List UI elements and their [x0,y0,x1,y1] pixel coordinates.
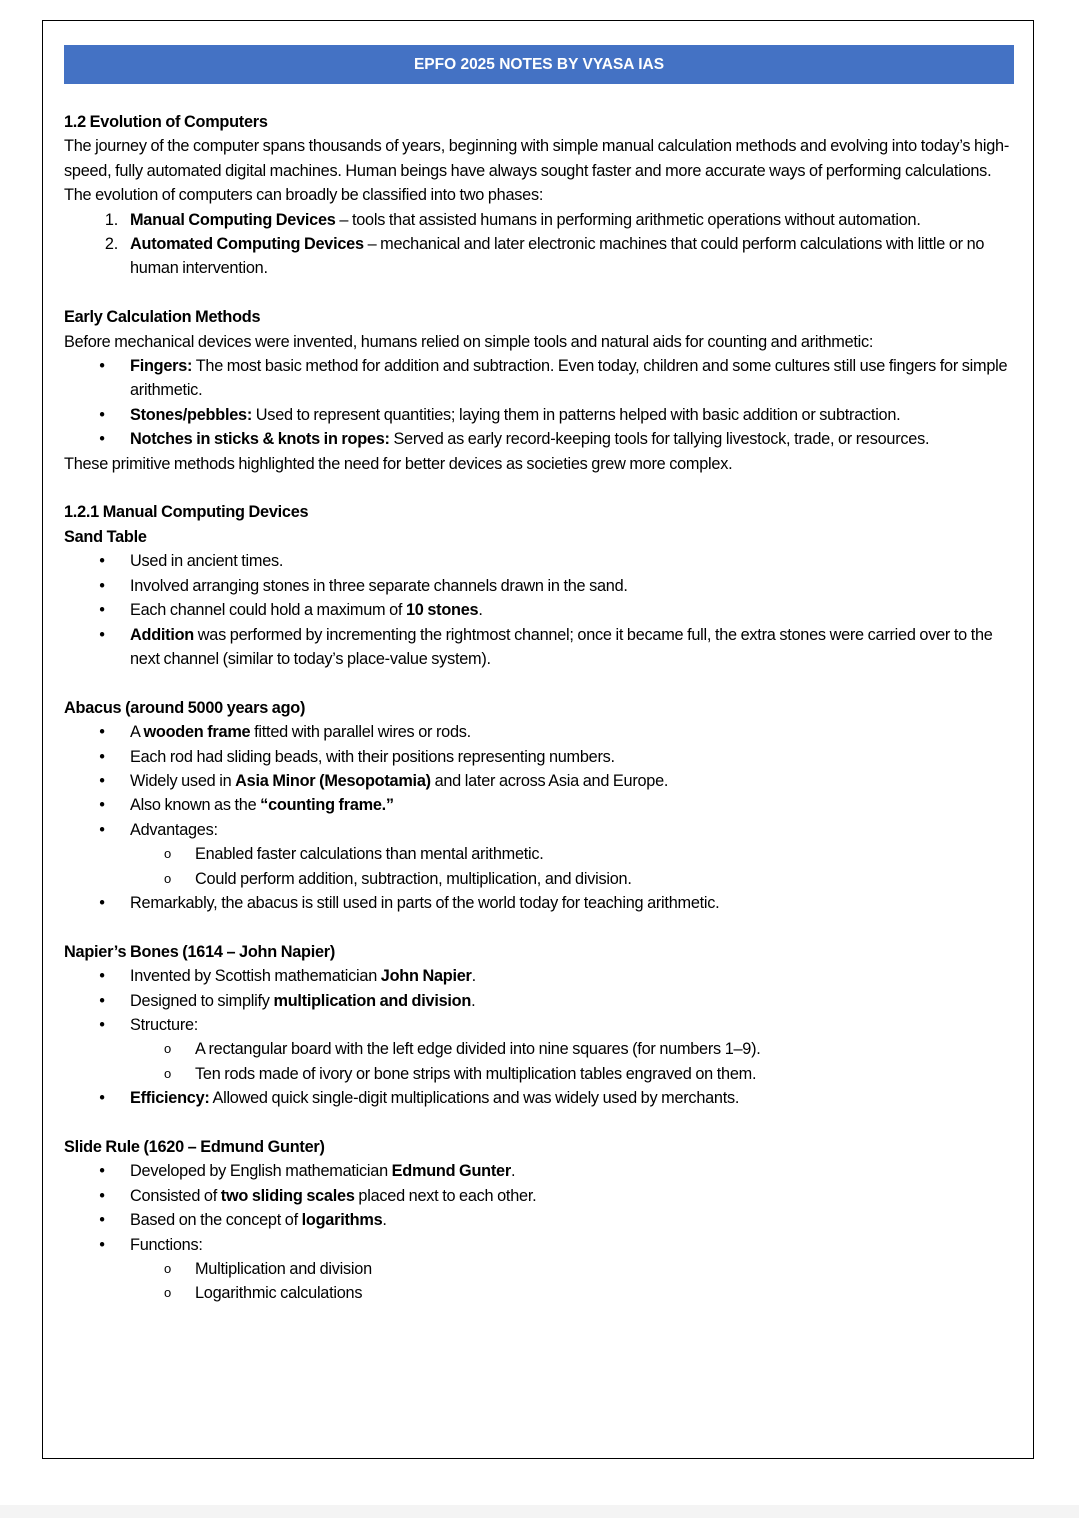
list-item [64,1086,1016,1110]
item-emphasis: Edmund Gunter [391,1162,511,1181]
item-text: Also known as the [130,796,261,815]
list-item [64,1208,1016,1232]
list-item [64,354,1016,403]
item-term: Efficiency: [130,1089,210,1108]
subheading-sand-table: Sand Table [64,527,147,546]
bullet-icon: • [99,1162,105,1181]
list-item [64,745,1016,769]
item-text: Multiplication and division [195,1260,372,1279]
list-item [64,427,1016,451]
item-text: Ten rods made of ivory or bone strips with multiplication tables engraved on them. [195,1064,757,1083]
item-text: Enabled faster calculations than mental arithmetic. [195,845,544,864]
abacus-advantages-list [64,842,1016,891]
phase-description: – tools that assisted humans in performing arithmetic operations without automation. [335,210,921,229]
sub-list-item [64,842,1016,866]
item-text: Advantages: [130,820,218,839]
item-text: . [478,601,483,620]
bullet-icon: • [99,625,105,644]
bullet-icon: • [99,1015,105,1034]
item-text: Served as early record-keeping tools for tallying livestock, trade, or resources. [389,430,930,449]
bullet-icon: • [99,430,105,449]
item-text: . [471,967,476,986]
napier-structure-list [64,1037,1016,1086]
list-number: 1. [104,210,118,229]
list-item [64,598,1016,622]
item-text: Allowed quick single-digit multiplications and was widely used by merchants. [209,1089,740,1108]
list-item [64,403,1016,427]
spacer [64,915,1016,939]
list-item [64,1159,1016,1183]
list-item [64,574,1016,598]
slide-rule-list [64,1159,1016,1257]
list-item [64,1013,1016,1037]
item-text: Remarkably, the abacus is still used in parts of the world today for teaching arithmetic. [130,893,720,912]
section-heading-early-methods: Early Calculation Methods [64,308,261,327]
bullet-icon: • [99,1089,105,1108]
item-text: Used to represent quantities; laying them in patterns helped with basic addition or subtraction. [252,405,901,424]
item-text: Invented by Scottish mathematician [130,967,381,986]
spacer [64,476,1016,500]
sub-list-item [64,1281,1016,1305]
list-item [64,769,1016,793]
early-methods-intro: Before mechanical devices were invented, humans relied on simple tools and natural aids for counting and arithmetic: [64,332,874,351]
bullet-icon: • [99,747,105,766]
bullet-icon: • [99,723,105,742]
item-emphasis: multiplication and division [273,991,472,1010]
bullet-icon: • [99,1235,105,1254]
item-text: Structure: [130,1015,199,1034]
circle-bullet-icon: o [164,870,171,886]
list-item [64,793,1016,817]
item-emphasis: Addition [130,625,195,644]
napier-list [64,964,1016,1037]
abacus-list [64,720,1016,842]
bullet-icon: • [99,405,105,424]
sand-table-list [64,549,1016,671]
phases-list [64,208,1016,281]
item-emphasis: John Napier [380,967,472,986]
item-emphasis: two sliding scales [220,1186,355,1205]
list-item [64,1233,1016,1257]
circle-bullet-icon: o [164,1041,171,1057]
viewer-bottom-strip [0,1505,1079,1518]
subheading-napiers-bones: Napier’s Bones (1614 – John Napier) [64,942,336,961]
sub-list-item [64,1037,1016,1061]
item-text: Used in ancient times. [130,552,284,571]
item-text: and later across Asia and Europe. [430,771,669,790]
sub-list-item [64,1062,1016,1086]
spacer [64,1111,1016,1135]
bullet-icon: • [99,771,105,790]
list-item [64,623,1016,672]
bullet-icon: • [99,991,105,1010]
item-text: fitted with parallel wires or rods. [250,723,471,742]
bullet-icon: • [99,796,105,815]
item-text: The most basic method for addition and subtraction. Even today, children and some cultures still use fingers for simple arithmetic. [130,357,1008,400]
bullet-icon: • [99,967,105,986]
item-term: Stones/pebbles: [130,405,253,424]
item-emphasis: wooden frame [143,723,251,742]
bullet-icon: • [99,357,105,376]
list-item [64,720,1016,744]
item-text: . [471,991,476,1010]
early-methods-conclusion: These primitive methods highlighted the need for better devices as societies grew more complex. [64,454,733,473]
item-text: Involved arranging stones in three separate channels drawn in the sand. [130,576,628,595]
list-number: 2. [104,235,118,254]
item-text: Each channel could hold a maximum of [130,601,406,620]
item-text: Consisted of [130,1186,221,1205]
section-heading-manual-devices: 1.2.1 Manual Computing Devices [64,503,309,522]
item-text: A [130,723,144,742]
list-item-phase [64,208,1016,232]
item-text: placed next to each other. [354,1186,537,1205]
bullet-icon: • [99,576,105,595]
sub-list-item [64,1257,1016,1281]
list-item [64,549,1016,573]
document-body [64,110,1016,1306]
item-emphasis: 10 stones [405,601,479,620]
item-emphasis: Asia Minor (Mesopotamia) [235,771,431,790]
item-term: Fingers: [130,357,193,376]
bullet-icon: • [99,893,105,912]
spacer [64,671,1016,695]
item-text: Functions: [130,1235,203,1254]
item-text: . [382,1211,387,1230]
subheading-slide-rule: Slide Rule (1620 – Edmund Gunter) [64,1137,325,1156]
sub-list-item [64,867,1016,891]
item-text: Each rod had sliding beads, with their positions representing numbers. [130,747,615,766]
section-heading-evolution: 1.2 Evolution of Computers [64,113,268,131]
bullet-icon: • [99,820,105,839]
item-term: Notches in sticks & knots in ropes: [130,430,390,449]
item-text: Logarithmic calculations [195,1284,363,1303]
napier-list-continued [64,1086,1016,1110]
item-text: Developed by English mathematician [130,1162,392,1181]
item-text: was performed by incrementing the rightmost channel; once it became full, the extra stones were carried over to the next channel (similar to today’s place-value system). [130,625,993,668]
slide-rule-functions-list [64,1257,1016,1306]
list-item [64,964,1016,988]
list-item-phase [64,232,1016,281]
list-item [64,891,1016,915]
bullet-icon: • [99,601,105,620]
bullet-icon: • [99,1211,105,1230]
circle-bullet-icon: o [164,1065,171,1081]
item-text: Widely used in [130,771,236,790]
header-title: EPFO 2025 NOTES BY VYASA IAS [413,55,665,73]
evolution-intro-paragraph: The journey of the computer spans thousands of years, beginning with simple manual calculation methods and evolving into today’s high-speed, fully automated digital machines. Human beings have always sought faster and more accurate ways of performing calculations. The evolution of computers can broadly be classified into two phases: [64,137,1010,205]
circle-bullet-icon: o [164,846,171,862]
item-text: Designed to simplify [130,991,274,1010]
circle-bullet-icon: o [164,1261,171,1277]
abacus-list-continued [64,891,1016,915]
list-item [64,818,1016,842]
phase-description: – mechanical and later electronic machines that could perform calculations with little or no human intervention. [130,235,985,278]
item-text: . [510,1162,516,1181]
early-methods-list [64,354,1016,452]
phase-term: Manual Computing Devices [130,210,336,229]
item-text: Based on the concept of [130,1211,302,1230]
subheading-abacus: Abacus (around 5000 years ago) [64,698,306,717]
bullet-icon: • [99,552,105,571]
list-item [64,989,1016,1013]
spacer [64,281,1016,305]
item-text: A rectangular board with the left edge divided into nine squares (for numbers 1–9). [195,1040,761,1059]
document-header-banner [64,45,1014,84]
circle-bullet-icon: o [164,1285,171,1301]
list-item [64,1184,1016,1208]
item-emphasis: “counting frame.” [260,796,394,815]
phase-term: Automated Computing Devices [130,235,364,254]
bullet-icon: • [99,1186,105,1205]
item-emphasis: logarithms [301,1211,383,1230]
item-text: Could perform addition, subtraction, multiplication, and division. [195,869,632,888]
